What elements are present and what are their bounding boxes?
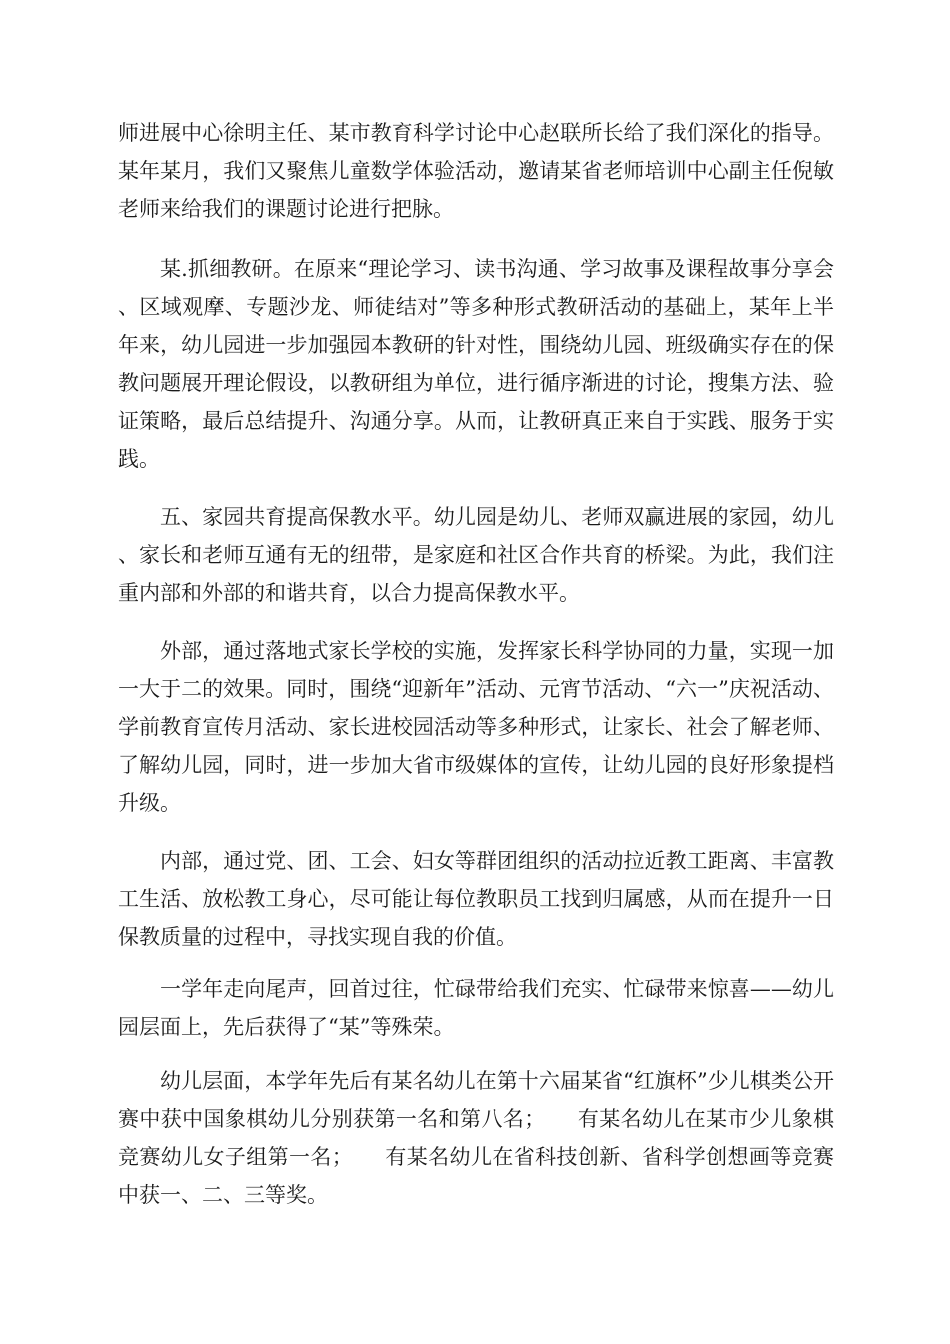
- paragraph-teaching-research: 某.抓细教研。在原来“理论学习、读书沟通、学习故事及课程故事分享会、区域观摩、专题沙龙、师徒结对”等多种形式教研活动的基础上，某年上半年来，幼儿园进一步加强园本教研的针对性，围绕幼儿园、班级确实存在的保教问题展开理论假设，以教研组为单位，进行循序渐进的讨论，搜集方法、验证策略，最后总结提升、沟通分享。从而，让教研真正来自于实践、服务于实践。: [118, 257, 834, 471]
- paragraph-external: 外部，通过落地式家长学校的实施，发挥家长科学协同的力量，实现一加一大于二的效果。同时，围绕“迎新年”活动、元宵节活动、“六一”庆祝活动、学前教育宣传月活动、家长进校园活动等多种形式，让家长、社会了解老师、了解幼儿园，同时，进一步加大省市级媒体的宣传，让幼儿园的良好形象提档升级。: [118, 639, 834, 815]
- paragraph-home-school-cooperation: 五、家园共育提高保教水平。幼儿园是幼儿、老师双赢进展的家园，幼儿、家长和老师互通有无的纽带，是家庭和社区合作共育的桥梁。为此，我们注重内部和外部的和谐共育，以合力提高保教水平。: [118, 505, 834, 605]
- paragraph-internal: 内部，通过党、团、工会、妇女等群团组织的活动拉近教工距离、丰富教工生活、放松教工身心，尽可能让每位教职员工找到归属感，从而在提升一日保教质量的过程中，寻找实现自我的价值。: [118, 849, 834, 949]
- paragraph-year-review: 一学年走向尾声，回首过往，忙碌带给我们充实、忙碌带来惊喜——幼儿园层面上，先后获得了“某”等殊荣。: [118, 977, 834, 1039]
- document-body: [118, 114, 834, 1214]
- paragraph-research-guidance: 师进展中心徐明主任、某市教育科学讨论中心赵联所长给了我们深化的指导。某年某月，我们又聚焦儿童数学体验活动，邀请某省老师培训中心副主任倪敏老师来给我们的课题讨论进行把脉。: [118, 121, 834, 221]
- paragraph-children-awards: 幼儿层面，本学年先后有某名幼儿在第十六届某省“红旗杯”少儿棋类公开赛中获中国象棋幼儿分别获第一名和第八名； 有某名幼儿在某市少儿象棋竞赛幼儿女子组第一名； 有某名幼儿在省科技创新、省科学创想画等竞赛中获一、二、三等奖。: [118, 1069, 834, 1207]
